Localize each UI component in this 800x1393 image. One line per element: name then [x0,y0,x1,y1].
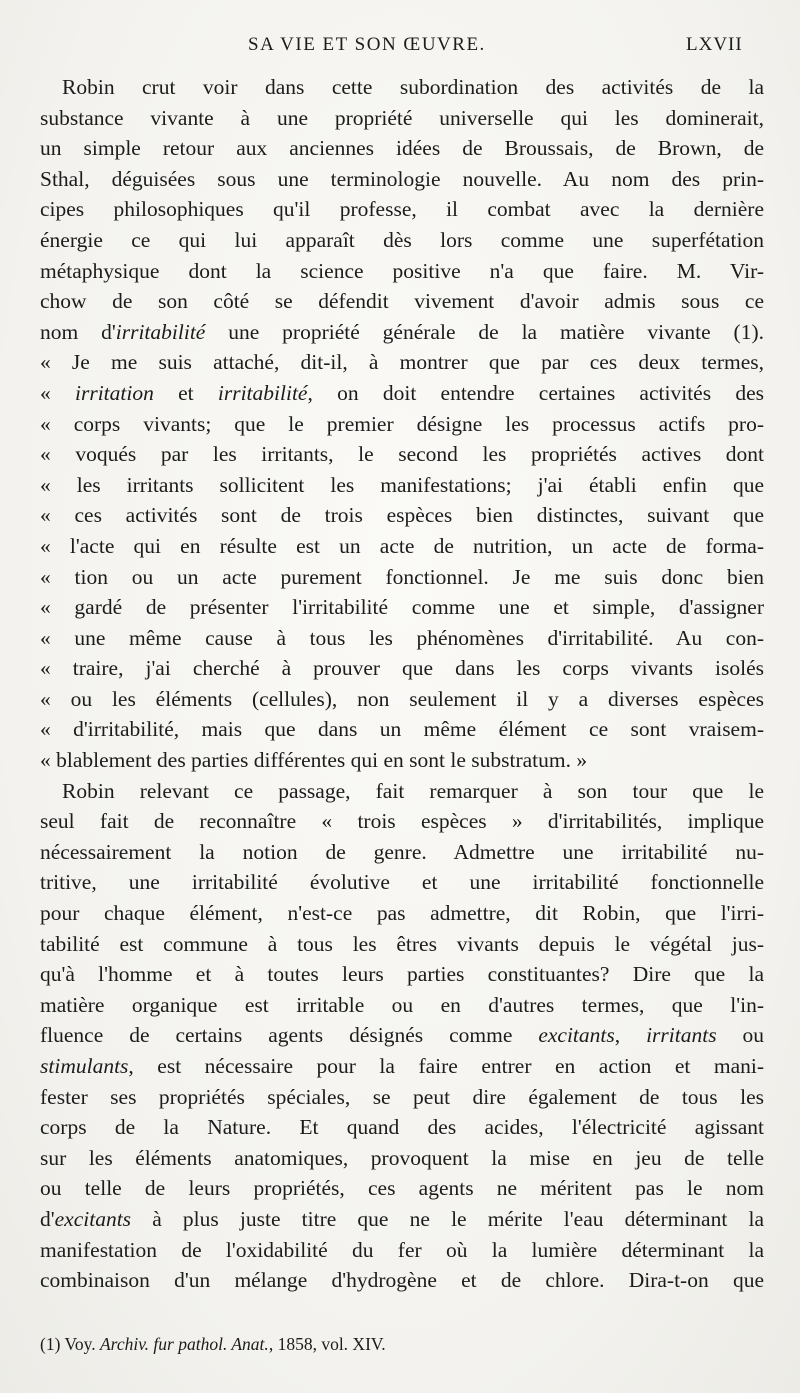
text-line [40,623,764,654]
text-segment: « traire, j'ai cherché à prouver que dans les corps vivants isolés [40,656,764,681]
text-line [40,592,764,623]
text-segment: « tion ou un acte purement fonctionnel. Je me suis donc bien [40,564,764,589]
running-head [0,34,800,60]
running-head-title: SA VIE ET SON ŒUVRE. [248,34,486,55]
text-line [40,1112,764,1143]
text-segment: , [614,1023,647,1048]
text-segment: « [40,380,75,405]
text-line [40,256,764,287]
text-segment: « gardé de présenter l'irritabilité comme une et simple, d'assigner [40,595,764,620]
text-segment: combinaison d'un mélange d'hydrogène et de chlore. Dira-t-on que [40,1268,764,1293]
text-segment: matière organique est irritable ou en d'autres termes, que l'in- [40,992,764,1017]
text-segment: « ces activités sont de trois espèces bien distinctes, suivant que [40,503,764,528]
text-segment: chow de son côté se défendit vivement d'avoir admis sous ce [40,289,764,314]
italic-term: irritabilité [217,380,308,405]
text-segment: « voqués par les irritants, le second les propriétés actives dont [40,442,764,467]
text-line [40,500,764,531]
text-segment: , est nécessaire pour la faire entrer en action et mani- [128,1054,764,1078]
text-line [40,562,764,593]
text-segment: à plus juste titre que ne le mérite l'eau déterminant la [131,1206,764,1231]
text-segment: cipes philosophiques qu'il professe, il combat avec la dernière [40,197,764,222]
text-line [40,164,764,195]
text-segment: substance vivante à une propriété universelle qui les dominerait, [40,105,764,130]
text-line [40,194,764,225]
text-line [40,1082,764,1113]
text-segment: nom d' [40,319,116,344]
text-line [40,867,764,898]
text-segment: corps de la Nature. Et quand des acides, l'électricité agissant [40,1115,764,1140]
text-line [40,103,764,134]
italic-term: excitants [54,1206,132,1231]
text-segment: « une même cause à tous les phénomènes d'irritabilité. Au con- [40,625,764,650]
text-segment: « l'acte qui en résulte est un acte de nutrition, un acte de forma- [40,533,764,558]
italic-term: stimulants [40,1054,129,1078]
text-line [40,1204,764,1235]
text-line [40,347,764,378]
text-segment: métaphysique dont la science positive n'a que faire. M. Vir- [40,258,764,283]
text-line [40,714,764,745]
italic-term: irritabilité [115,319,206,344]
text-segment: manifestation de l'oxidabilité du fer où la lumière déterminant la [40,1237,764,1262]
text-line [40,378,764,409]
text-segment: sur les éléments anatomiques, provoquent la mise en jeu de telle [40,1145,764,1170]
italic-term: irritants [646,1023,717,1048]
text-line [40,929,764,960]
text-segment: nécessairement la notion de genre. Admettre une irritabilité nu- [40,839,764,864]
text-segment: tabilité est commune à tous les êtres vivants depuis le végétal jus- [40,931,764,956]
text-line [40,684,764,715]
text-segment: ou [716,1023,765,1048]
text-segment: et [153,380,218,405]
text-line [40,409,764,440]
text-line [40,653,764,684]
text-line [40,745,764,776]
footnote-reference: , 1858, vol. XIV. [268,1334,386,1354]
text-line [40,898,764,929]
text-line [40,317,764,348]
text-line [40,1143,764,1174]
text-line [40,1020,764,1051]
text-line [40,776,764,807]
text-segment: « corps vivants; que le premier désigne les processus actifs pro- [40,411,764,436]
italic-term: irritation [75,380,154,405]
text-segment: Sthal, déguisées sous une terminologie nouvelle. Au nom des prin- [40,166,764,191]
text-line [40,959,764,990]
text-line [40,470,764,501]
text-line [40,837,764,868]
text-line [40,72,764,103]
text-segment: qu'à l'homme et à toutes leurs parties constituantes? Dire que la [40,962,764,987]
footnote [40,1334,760,1355]
text-line [40,990,764,1021]
italic-term: excitants [538,1023,615,1048]
text-segment: « Je me suis attaché, dit-il, à montrer que par ces deux termes, [40,350,764,375]
text-segment: une propriété générale de la matière vivante (1). [205,319,764,344]
text-line [40,133,764,164]
text-segment: pour chaque élément, n'est-ce pas admettre, dit Robin, que l'irri- [40,901,764,926]
text-segment: tritive, une irritabilité évolutive et une irritabilité fonctionnelle [40,870,764,895]
text-segment: Robin crut voir dans cette subordination des activités de la [62,75,764,99]
text-line [40,806,764,837]
text-segment: énergie ce qui lui apparaît dès lors comme une superfétation [40,227,764,252]
text-segment: « d'irritabilité, mais que dans un même élément ce sont vraisem- [40,717,764,742]
page-number: LXVII [686,34,743,55]
footnote-source: Archiv. fur pathol. Anat. [99,1334,269,1354]
text-line [40,1173,764,1204]
body-text [40,72,764,1296]
text-line [40,225,764,256]
text-segment: ou telle de leurs propriétés, ces agents ne méritent pas le nom [40,1176,764,1201]
text-line [40,1235,764,1266]
text-line [40,1051,764,1082]
text-segment: fester ses propriétés spéciales, se peut dire également de tous les [40,1084,764,1109]
text-segment: d' [40,1206,55,1231]
text-segment: seul fait de reconnaître « trois espèces » d'irritabilités, implique [40,809,764,834]
text-line [40,439,764,470]
text-segment: « blablement des parties différentes qui en sont le substratum. » [40,748,588,773]
text-line [40,286,764,317]
text-segment: , on doit entendre certaines activités des [307,380,764,405]
text-segment: fluence de certains agents désignés comme [40,1023,539,1048]
text-line [40,1265,764,1296]
text-segment: « les irritants sollicitent les manifestations; j'ai établi enfin que [40,472,764,497]
text-segment: Robin relevant ce passage, fait remarquer à son tour que le [62,778,764,803]
text-segment: un simple retour aux anciennes idées de Broussais, de Brown, de [40,136,764,161]
text-line [40,531,764,562]
text-segment: « ou les éléments (cellules), non seulement il y a diverses espèces [40,686,764,711]
footnote-marker: (1) Voy. [40,1334,100,1354]
